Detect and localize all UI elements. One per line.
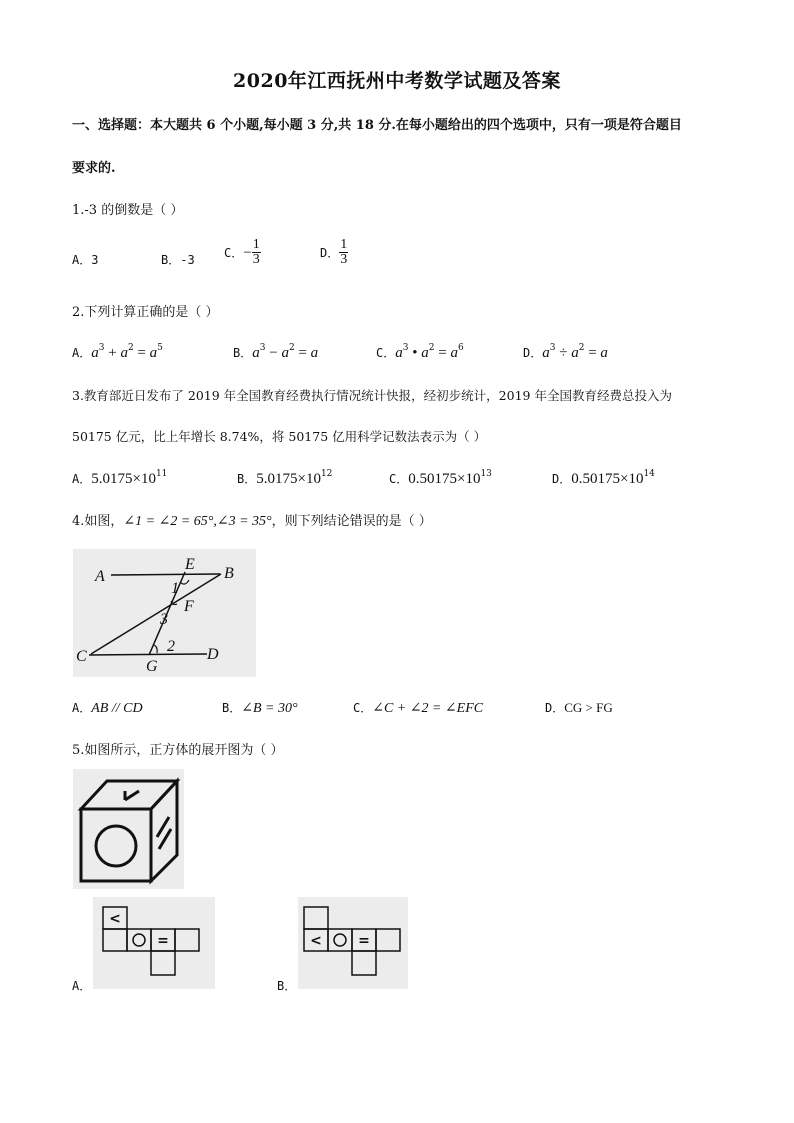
q3-stem-line1: 3.教育部近日发布了 2019 年全国教育经费执行情况统计快报，经初步统计，2019 年全国教育经费总投入为 [72,388,672,403]
q2-d-exp: 2 [578,343,585,353]
figure-label-d: D [207,646,219,663]
q2-c-eq: = [434,345,451,361]
q3-option-d-exponent: 14 [643,469,655,479]
q2-b-term: a [310,345,319,361]
q3-option-d-mantissa: 0.50175×10 [571,471,644,487]
q3-option-b-exponent: 12 [320,469,333,479]
q1-option-d-numerator: 1 [340,237,348,252]
q3-option-d [552,468,655,488]
q3-option-a [72,468,167,488]
q2-c-exp: 3 [402,343,409,353]
net-b-lt-symbol: < [310,933,322,949]
q2-b-exp: 2 [288,343,295,353]
figure-label-g: G [146,658,158,675]
q3-option-a-prefix: A． [72,472,92,486]
q1-option-c-fraction [252,238,261,267]
q2-b-exp: 3 [259,343,266,353]
section-heading-line2: 要求的. [72,161,116,176]
q2-option-a-prefix: A． [72,346,92,360]
q2-option-c-prefix: C． [376,346,396,360]
q2-c-exp: 2 [428,343,435,353]
q2-stem: 2.下列计算正确的是（ ） [72,305,219,320]
q2-c-exp: 6 [457,343,464,353]
q3-option-d-prefix: D． [552,472,572,486]
q2-option-c [376,342,464,362]
q1-option-d-prefix: D． [320,246,340,260]
q2-c-term: a [450,345,458,361]
q4-option-d-prefix: D． [545,701,565,715]
q1-stem: 1.-3 的倒数是（ ） [72,203,184,218]
q3-stem-line2: 50175 亿元，比上年增长 8.74%，将 50175 亿用科学记数法表示为（ ） [72,429,487,444]
q1-option-d-fraction [339,238,348,267]
net-a-lt-symbol: < [109,911,121,927]
q4-option-b-prefix: B． [222,701,242,715]
q2-option-b-prefix: B． [233,346,253,360]
figure-label-e: E [185,556,195,573]
q4-option-c [353,697,483,717]
q2-a-term: a [149,345,158,361]
q2-d-exp: 3 [549,343,556,353]
q4-stem-math: ∠1 = ∠2 = 65°,∠3 = 35° [123,514,272,529]
figure-label-c: C [76,648,87,665]
section-heading-line1: 一、选择题：本大题共 6 个小题,每小题 3 分,共 18 分.在每小题给出的四个选项中，只有一项是符合题目 [72,118,682,133]
q2-a-exp: 3 [98,343,105,353]
q2-a-op: + [104,345,121,361]
net-a-eq-symbol: = [157,933,169,949]
net-b-eq-symbol: = [358,933,370,949]
page-title: 2020年江西抚州中考数学试题及答案 [233,70,561,92]
q1-option-c-numerator: 1 [252,237,260,252]
q3-option-b-mantissa: 5.0175×10 [256,471,321,487]
q4-option-c-math: ∠C + ∠2 = ∠EFC [372,701,484,716]
q2-b-eq: = [294,345,311,361]
figure-angle-2: 2 [167,638,175,655]
figure-angle-1: 1 [171,580,179,597]
q2-d-term: a [600,345,608,361]
q4-stem-suffix: ，则下列结论错误的是（ ） [271,514,432,529]
q3-option-a-mantissa: 5.0175×10 [91,471,156,487]
q2-c-term: a [395,345,403,361]
q4-option-b-math: ∠B = 30° [241,701,298,716]
q2-d-op: ÷ [555,345,572,361]
q1-option-d-denominator: 3 [340,252,348,267]
q4-option-a [72,697,143,717]
q1-option-a: A．3 [72,253,99,267]
q3-option-c-mantissa: 0.50175×10 [408,471,481,487]
q4-figure [73,549,256,677]
q1-option-d [320,238,348,267]
q5-option-b-net [298,897,408,989]
figure-label-f: F [184,598,194,615]
q5-cube-figure [73,769,184,889]
q2-a-term: a [120,345,128,361]
q2-d-eq: = [584,345,601,361]
q1-option-c-prefix: C． [224,246,244,260]
q2-b-term: a [281,345,289,361]
q2-d-term: a [571,345,579,361]
q5-option-b-label: B． [277,979,297,993]
q1-option-c-sign: − [243,245,252,261]
q2-option-d [523,342,608,362]
q5-option-a-net [93,897,215,989]
q1-option-c-denominator: 3 [252,252,260,267]
q3-option-b [237,468,332,488]
q2-d-term: a [542,345,550,361]
q4-option-a-math: AB // CD [91,701,143,716]
q4-option-a-prefix: A． [72,701,92,715]
q3-option-c [389,468,492,488]
q2-a-exp: 5 [157,343,163,353]
q2-b-term: a [252,345,260,361]
figure-angle-3: 3 [160,611,168,628]
q3-option-c-prefix: C． [389,472,409,486]
q2-a-eq: = [133,345,150,361]
q2-a-term: a [91,345,99,361]
q3-option-b-prefix: B． [237,472,257,486]
q1-option-c [224,238,261,267]
q3-option-c-exponent: 13 [480,469,492,479]
q1-option-b: B．-3 [161,253,195,267]
q2-c-term: a [421,345,429,361]
q5-stem: 5.如图所示，正方体的展开图为（ ） [72,743,284,758]
q4-stem-prefix: 4.如图， [72,514,124,529]
q2-b-op: − [265,345,282,361]
q2-c-op: • [408,345,422,361]
q4-option-c-prefix: C． [353,701,373,715]
q2-option-a [72,342,163,362]
q2-option-d-prefix: D． [523,346,543,360]
q4-option-d-text: CG > FG [564,700,613,715]
figure-label-b: B [224,565,234,582]
q2-option-b [233,342,318,362]
q4-option-d [545,697,613,716]
q4-option-b [222,697,298,717]
q3-option-a-exponent: 11 [155,469,168,479]
q2-a-exp: 2 [127,343,134,353]
q4-stem [72,510,432,530]
figure-label-a: A [95,568,105,585]
q5-option-a-label: A． [72,979,92,993]
